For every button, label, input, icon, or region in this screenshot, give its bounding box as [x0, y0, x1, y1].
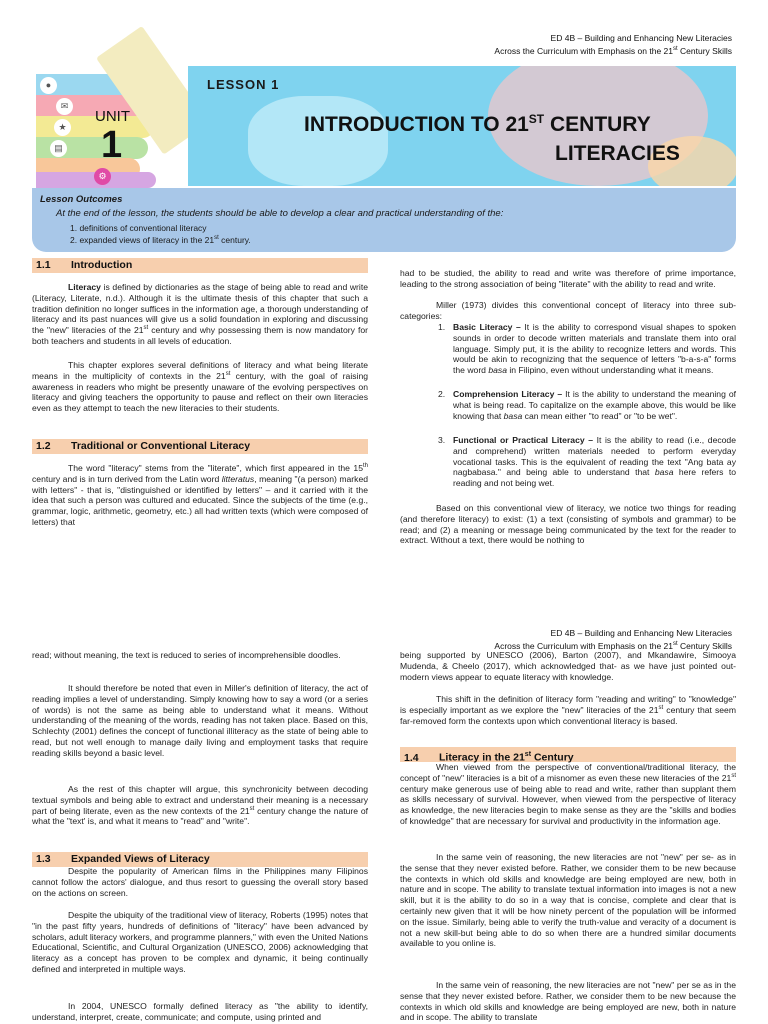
paragraph: The word "literacy" stems from the "literate", which first appeared in the 15th century and is in turn derived from the Latin word litteratus, meaning "(a person) marked with letters" - that is, "distinguished or identified by letters" – and it carried with it the idea that such a person was cultured and educated. Since the subjects of the time (e.g., grammar, logic, arithmetic, geometry, etc.) all had written texts (which were composed of letters) that — [32, 463, 369, 527]
paragraph: Despite the popularity of American films in the Philippines many Filipinos cannot follow the actors' dialogue, and thus resort to guessing the overall story based on the actions on screen. — [32, 866, 368, 898]
paragraph: Despite the ubiquity of the traditional view of literacy, Roberts (1995) notes that "in the past fifty years, hundreds of definitions of "literacy" have been advanced by scholars, adult literacy workers, and programme planners," with even the United Nations Educational, Scientific, and Cultural Organization (UNESCO, 2006) acknowledging that literacy as a concept has proven to be complex and dynamic, it being continually defined and interpreted in multiple ways. — [32, 910, 368, 974]
lesson-label: LESSON 1 — [207, 77, 280, 92]
section-heading-1-3: 1.3 Expanded Views of Literacy — [32, 852, 368, 867]
outcome-item: 1. definitions of conventional literacy — [70, 223, 207, 233]
list-item: 1. Basic Literacy – It is the ability to correspond visual shapes to spoken sounds in order to decode written materials and translate them into oral language. Simply put, it is the ability to recognize letters and words. This would be akin to recognizing that the sequence of letters "b-a-s-a" forms the word basa in Filipino, even without understanding what it means. — [438, 322, 736, 376]
user-icon: ● — [40, 77, 57, 94]
header-line-1: ED 4B – Building and Enhancing New Literacies — [550, 628, 732, 638]
paragraph: In 2004, UNESCO formally defined literacy as "the ability to identify, understand, interpret, create, communicate; and compute, using printed and — [32, 1001, 368, 1022]
paragraph: In the same vein of reasoning, the new literacies are not "new" per se as in the sense that they never existed before. Rather, we consider them to be new because the contexts in which old skills and knowledge are being employed are new, both in nature and in scope. The ability to translate — [400, 980, 736, 1023]
list-item: 2. Comprehension Literacy – It is the ability to understand the meaning of what is being read. To capitalize on the example above, this would be like knowing that basa can mean either "to read" or "to be wet". — [438, 389, 736, 421]
unit-number: 1 — [101, 124, 123, 166]
paragraph: Based on this conventional view of literacy, we notice two things for reading (and therefore literacy) to exist: (1) a text (consisting of symbols and grammar) to be read; and (2) a meaning or message being communicated by the text for the reader to extract. Without a text, there would be nothing to — [400, 503, 736, 546]
page-title-line-2: LITERACIES — [555, 142, 680, 165]
paragraph: In the same vein of reasoning, the new literacies are not "new" per se- as in the sense that they never existed before. Rather, we consider them to be new because the contexts in which old skills and knowledge are being employed are new, both in nature and in scope. The ability to translate textual information into images is not a new skill, but it is the ability to do so in a way that is concise, complete and clear that is certainly new given that it will be how ninety percent of the population will be informed on the issue. Similarly, being able to verify the truth-value and veracity of a document is not a new skill-but being able to do so when there are a hundred similar documents available to you online is. — [400, 852, 736, 949]
list-item: 3. Functional or Practical Literacy – It is the ability to read (i.e., decode and comprehend) written materials needed to perform everyday vocational tasks. This is the equivalent of reading the text "Ang bata ay nagbabasa." and being able to understand that basa here refers to reading and not being wet. — [438, 435, 736, 489]
paragraph: Literacy is defined by dictionaries as the stage of being able to read and write (Literacy, Literate, n.d.). Although it is the ultimate thesis of this chapter that such a tradition definition no longer suffices in the information age, a thorough understanding of literacy and its past nuances will give us a solid foundation in exploring and discussing the "new" literacies of the 21st century and why possessing them is now mandatory for both teachers and students in all levels of education. — [32, 282, 368, 346]
outcomes-title: Lesson Outcomes — [40, 194, 123, 205]
paragraph: This shift in the definition of literacy form "reading and writing" to "knowledge" is especially important as we explore the "new" literacies of the 21st century that seem far-removed form the contexts upon which conventional literacy is based. — [400, 694, 736, 726]
chat-icon: ✉ — [56, 98, 73, 115]
section-heading-1-2: 1.2 Traditional or Conventional Literacy — [32, 439, 368, 454]
paragraph: Miller (1973) divides this conventional concept of literacy into three sub-categories: — [400, 300, 736, 321]
unit-label: UNIT — [95, 108, 130, 125]
paragraph: As the rest of this chapter will argue, this synchronicity between decoding textual symbols and being able to extract and understand their meaning is a necessary part of being literate, even as the new contexts of the 21st century change the nature of what the "text' is, and what it means to "read" and "write". — [32, 784, 368, 827]
banner-decoration — [248, 96, 388, 186]
book-icon: ▤ — [50, 140, 67, 157]
paragraph: read; without meaning, the text is reduced to series of incomprehensible doodles. — [32, 650, 341, 660]
paragraph: It should therefore be noted that even in Miller's definition of literacy, the act of reading implies a level of understanding. Simply knowing how to say a word (or a series of words) is not the same as being able to understand what it means. Without understanding of the meaning of the words, reading has not taken place. Based on this, Schlechty (2001) defines the concept of functional illiteracy as the state of being able to read, but not well enough to manage daily living and employment tasks that require reading skills beyond a basic level. — [32, 683, 368, 758]
running-header — [494, 33, 732, 57]
header-line-2: Across the Curriculum with Emphasis on the 21st Century Skills — [494, 45, 732, 56]
outcomes-intro: At the end of the lesson, the students should be able to develop a clear and practical understanding of the: — [56, 208, 504, 219]
star-icon: ★ — [54, 119, 71, 136]
outcome-item: 2. expanded views of literacy in the 21st century. — [70, 235, 251, 245]
paragraph: When viewed from the perspective of conventional/traditional literacy, the concept of "new" literacies is a bit of a misnomer as even these new literacies of the 21st century make generous use of being able to read and write, rather than supplant them as skills necessary of survival. However, when viewed from the perspective of literacy as knowledge, the new literacies begin to make sense as they are the "skills and bodies of knowledge" that are necessary for survival and productivity in the information age. — [400, 762, 736, 826]
paragraph: being supported by UNESCO (2006), Barton (2007), and Mkandawire, Simooya Mudenda, & Cheelo (2017), which acknowledged that- as we have just pointed out-modern views appear to equate literacy with knowledge. — [400, 650, 736, 682]
page-title: INTRODUCTION TO 21ST CENTURY — [304, 112, 651, 136]
header-line-1: ED 4B – Building and Enhancing New Literacies — [550, 33, 732, 43]
paragraph: had to be studied, the ability to read and write was therefore of prime importance, leading to the strong association of being "literate" with the ability to read and write. — [400, 268, 736, 289]
section-heading-1-4: 1.4 Literacy in the 21st Century — [400, 747, 736, 762]
section-heading-1-1: 1.1 Introduction — [32, 258, 368, 273]
paragraph: This chapter explores several definitions of literacy and what being literate means in the multiplicity of contexts in the 21st century, with the goal of raising awareness in readers who might be presently unaware of the evolving perspectives on literacy and giving teachers the opportunity to pause and reflect on their own literacies even as they attempt to teach the new literacies to their students. — [32, 360, 368, 414]
gear-icon: ⚙ — [94, 168, 111, 185]
running-header — [494, 628, 732, 652]
header-line-2: Across the Curriculum with Emphasis on the 21st Century Skills — [494, 640, 732, 651]
